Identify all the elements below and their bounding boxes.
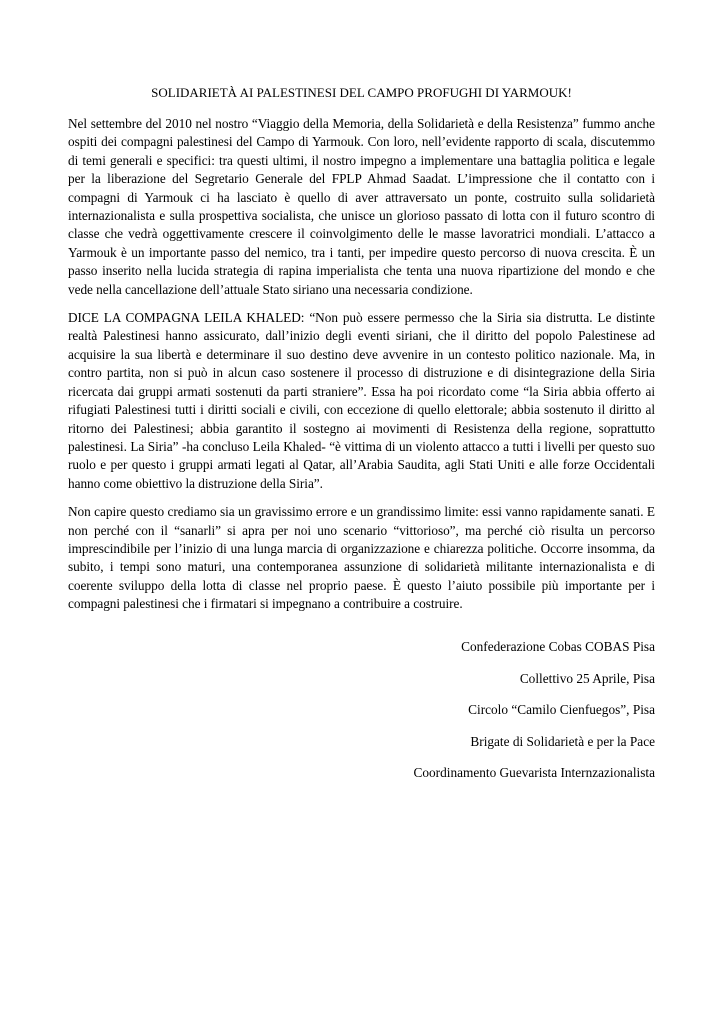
signatories-list [68,638,655,796]
document-body [68,84,655,624]
document-title: SOLIDARIETÀ AI PALESTINESI DEL CAMPO PROFUGHI DI YARMOUK! [151,85,572,100]
signatory-1: Confederazione Cobas COBAS Pisa [461,639,655,654]
signatory-3: Circolo “Camilo Cienfuegos”, Pisa [468,702,655,718]
paragraph-3: Non capire questo crediamo sia un gravissimo errore e un grandissimo limite: essi vanno rapidamente sanati. E non perché con il “sanarli” si apra per noi uno scenario “vittorioso”, ma perché ciò risulta un percorso imprescindibile per l’inizio di una lunga marcia di organizzazione e chiarezza politiche. Occorre insomma, da subito, i tempi sono maturi, una contemporanea assunzione di solidarietà militante internazionalista e di coerente sviluppo della lotta di classe nel proprio paese. È questo l’aiuto possibile più importante per i compagni palestinesi che i firmatari si impegnano a contribuire a costruire. [68,504,655,612]
paragraph-1: Nel settembre del 2010 nel nostro “Viaggio della Memoria, della Solidarietà e della Resistenza” fummo anche ospiti dei compagni palestinesi del Campo di Yarmouk. Con loro, nell’evidente rapporto di scala, discutemmo di temi generali e specifici: tra questi ultimi, il nostro impegno a implementare una battaglia politica e legale per la liberazione del Segretario Generale del FPLP Ahmad Saadat. L’impressione che il contatto con i compagni di Yarmouk ci ha lasciato è quello di aver attraversato un ponte, costruito sulla solidarietà internazionalista e sulla prospettiva socialista, che unisce un glorioso passato di lotta con il futuro scontro di classe che vedrà oggettivamente crescere il coinvolgimento delle le masse lavoratrici mondiali. L’attacco a Yarmouk è un importante passo del nemico, tra i tanti, per impedire questo percorso di nuova crescita. È un passo inserito nella lucida strategia di rapina imperialista che tenta una nuova ripartizione del mondo e che vede nella cancellazione dell’attuale Stato siriano una necessaria condizione. [68,116,655,297]
signatory-4: Brigate di Solidarietà e per la Pace [470,733,655,749]
signatory-2: Collettivo 25 Aprile, Pisa [519,670,655,686]
signatory-5: Coordinamento Guevarista Internzazionalista [413,765,655,781]
paragraph-2: DICE LA COMPAGNA LEILA KHALED: “Non può essere permesso che la Siria sia distrutta. Le distinte realtà Palestinesi hanno assicurato, dall’inizio degli eventi siriani, che il diritto del popolo Palestinese ad acquisire la sua libertà e determinare il suo destino deve avvenire in un contesto politico nazionale. Ma, in contro partita, non si può in alcun caso sostenere il processo di distruzione e di disintegrazione della Siria ricercata dai gruppi armati sostenuti da parti straniere”. Essa ha poi ricordato come “la Siria abbia offerto ai rifugiati Palestinesi tutti i diritti sociali e civili, con eccezione di quello elettorale; abbia sostenuto il diritto al ritorno dei Palestinesi; abbia garantito il sostegno ai movimenti di Resistenza della regione, soprattutto palestinesi. La Siria” -ha concluso Leila Khaled- “è vittima di un violento attacco a tutti i livelli per questo suo ruolo e per questo i gruppi armati legati al Qatar, all’Arabia Saudita, agli Stati Uniti e alle forze Occidentali hanno come obiettivo la distruzione della Siria”. [68,310,655,491]
